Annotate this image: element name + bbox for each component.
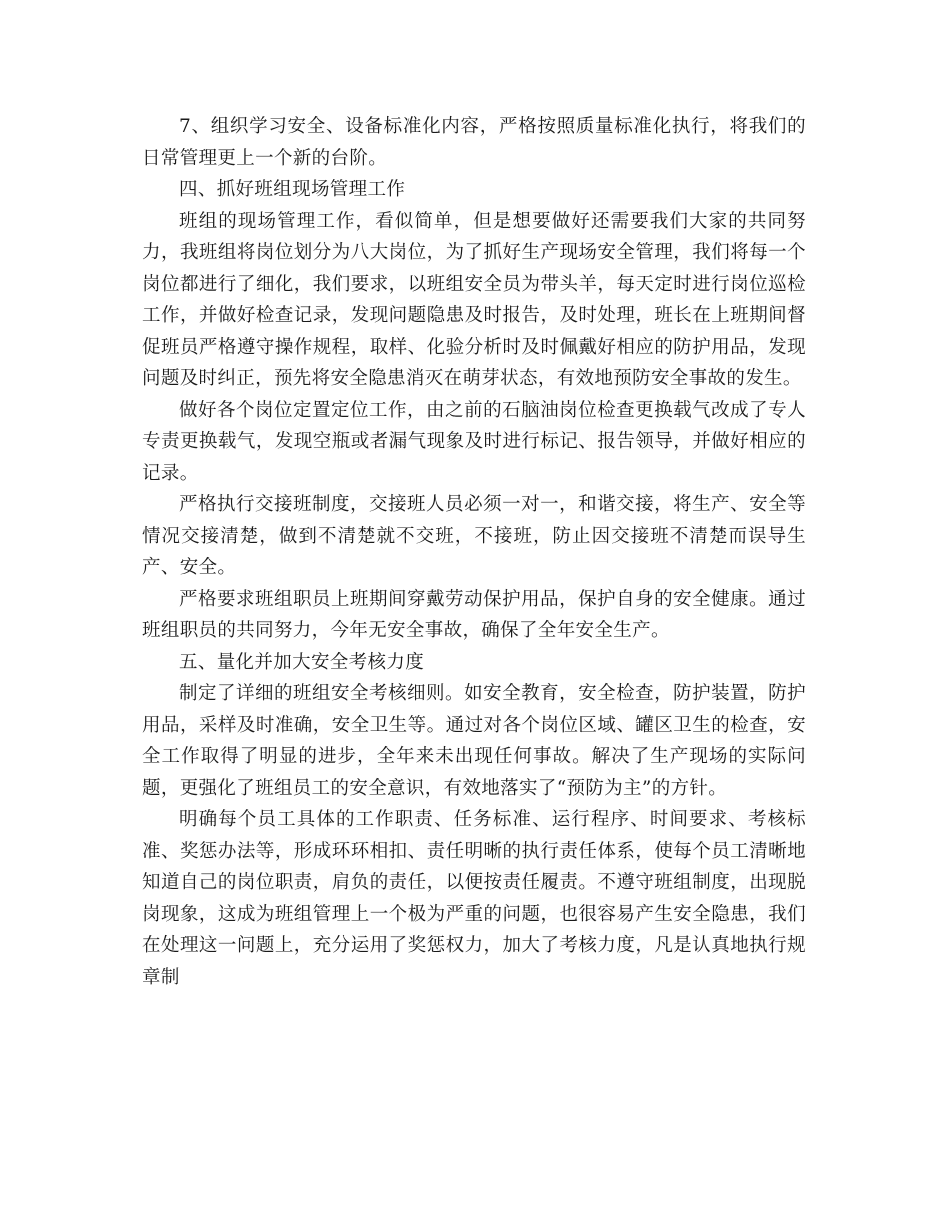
- paragraph-protective-equipment: 严格要求班组职员上班期间穿戴劳动保护用品，保护自身的安全健康。通过班组职员的共同努力，今年无安全事故，确保了全年安全生产。: [142, 588, 806, 641]
- paragraph-position-management: 做好各个岗位定置定位工作，由之前的石脑油岗位检查更换载气改成了专人专责更换载气，发现空瓶或者漏气现象及时进行标记、报告领导，并做好相应的记录。: [142, 399, 806, 484]
- document-body: [142, 111, 806, 993]
- paragraph-shift-handover: 严格执行交接班制度，交接班人员必须一对一，和谐交接，将生产、安全等情况交接清楚，做到不清楚就不交班，不接班，防止因交接班不清楚而误导生产、安全。: [142, 494, 806, 578]
- paragraph-item-7: 7、组织学习安全、设备标准化内容，严格按照质量标准化执行，将我们的日常管理更上一个新的台阶。: [142, 116, 806, 169]
- paragraph-responsibilities: 明确每个员工具体的工作职责、任务标准、运行程序、时间要求、考核标准、奖惩办法等，形成环环相扣、责任明晰的执行责任体系，使每个员工清晰地知道自己的岗位职责，肩负的责任，以便按责任履责。不遵守班组制度，出现脱岗现象，这成为班组管理上一个极为严重的问题，也很容易产生安全隐患，我们在处理这一问题上，充分运用了奖惩权力，加大了考核力度，凡是认真地执行规章制: [142, 809, 806, 988]
- section-heading-4: 四、抓好班组现场管理工作: [179, 179, 406, 200]
- paragraph-assessment-rules: 制定了详细的班组安全考核细则。如安全教育，安全检查，防护装置，防护用品，采样及时准确，安全卫生等。通过对各个岗位区域、罐区卫生的检查，安全工作取得了明显的进步，全年来未出现任何事故。解决了生产现场的实际问题，更强化了班组员工的安全意识，有效地落实了“预防为主”的方针。: [142, 683, 806, 799]
- paragraph-site-management: 班组的现场管理工作，看似简单，但是想要做好还需要我们大家的共同努力，我班组将岗位划分为八大岗位，为了抓好生产现场安全管理，我们将每一个岗位都进行了细化，我们要求，以班组安全员为带头羊，每天定时进行岗位巡检工作，并做好检查记录，发现问题隐患及时报告，及时处理，班长在上班期间督促班员严格遵守操作规程，取样、化验分析时及时佩戴好相应的防护用品，发现问题及时纠正，预先将安全隐患消灭在萌芽状态，有效地预防安全事故的发生。: [142, 210, 806, 389]
- section-heading-5: 五、量化并加大安全考核力度: [179, 651, 425, 673]
